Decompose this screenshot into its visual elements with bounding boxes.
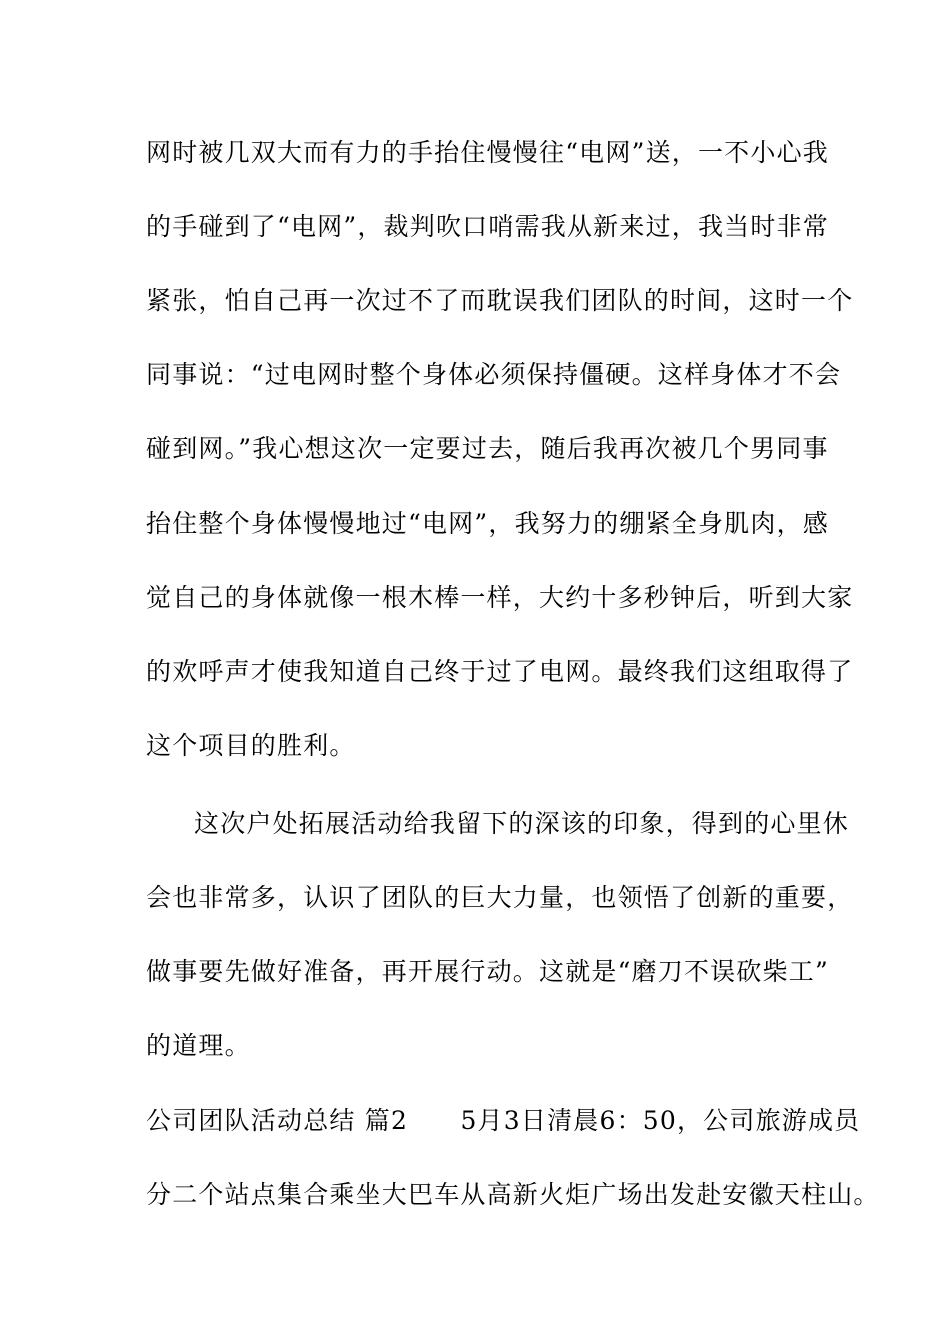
text-line-11: 会也非常多，认识了团队的巨大力量，也领悟了创新的重要， [146,883,854,912]
text-line-15: 分二个站点集合乘坐大巴车从高新火炬广场出发赴安徽天柱山。 [146,1180,880,1209]
text-line-13: 的道理。 [146,1031,251,1060]
text-line-12: 做事要先做好准备，再开展行动。这就是“磨刀不误砍柴工” [146,957,829,986]
section-heading-line: 公司团队活动总结 篇2 5月3日清晨6：50，公司旅游成员 [146,1106,861,1135]
text-line-2: 的手碰到了“电网”，裁判吹口哨需我从新来过，我当时非常 [146,212,829,241]
text-line-1: 网时被几双大而有力的手抬住慢慢往“电网”送，一不小心我 [146,138,829,167]
text-line-7: 觉自己的身体就像一根木棒一样，大约十多秒钟后，听到大家 [146,583,854,612]
paragraph-start-line: 这次户处拓展活动给我留下的深该的印象，得到的心里休 [194,809,850,838]
text-line-5: 碰到网。”我心想这次一定要过去，随后我再次被几个男同事 [146,434,829,463]
text-line-6: 抬住整个身体慢慢地过“电网”，我努力的绷紧全身肌肉，感 [146,509,829,538]
text-line-9: 这个项目的胜利。 [146,731,356,760]
text-line-8: 的欢呼声才使我知道自己终于过了电网。最终我们这组取得了 [146,657,854,686]
text-line-4: 同事说：“过电网时整个身体必须保持僵硬。这样身体才不会 [146,360,842,389]
text-line-3: 紧张，怕自己再一次过不了而耽误我们团队的时间，这时一个 [146,286,854,315]
